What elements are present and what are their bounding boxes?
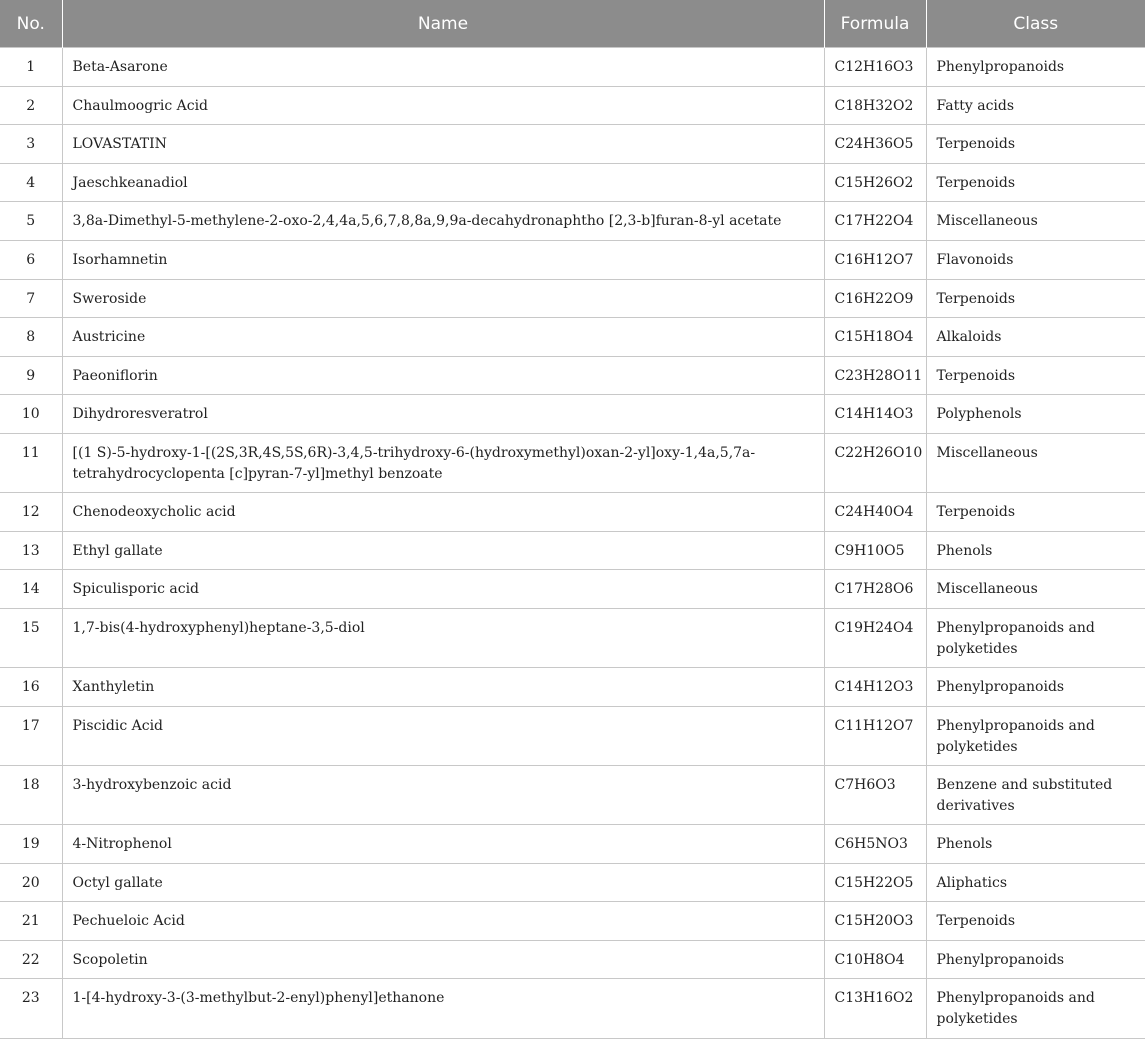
class-cell: Miscellaneous xyxy=(926,570,1145,609)
table-row xyxy=(0,48,1145,87)
class-cell: Fatty acids xyxy=(926,86,1145,125)
formula-cell: C11H12O7 xyxy=(824,706,926,765)
formula-cell: C17H28O6 xyxy=(824,570,926,609)
name-cell: Chenodeoxycholic acid xyxy=(62,493,824,532)
name-cell: Piscidic Acid xyxy=(62,706,824,765)
table-row xyxy=(0,863,1145,902)
formula-cell: C23H28O11 xyxy=(824,356,926,395)
no-cell: 22 xyxy=(0,940,62,979)
no-cell: 8 xyxy=(0,318,62,357)
no-cell: 11 xyxy=(0,433,62,492)
no-cell: 10 xyxy=(0,395,62,434)
name-cell: 4-Nitrophenol xyxy=(62,825,824,864)
table-row xyxy=(0,163,1145,202)
table-row xyxy=(0,706,1145,765)
formula-cell: C7H6O3 xyxy=(824,765,926,824)
no-cell: 2 xyxy=(0,86,62,125)
table-row xyxy=(0,493,1145,532)
table-row xyxy=(0,902,1145,941)
name-cell: Chaulmoogric Acid xyxy=(62,86,824,125)
formula-cell: C16H12O7 xyxy=(824,240,926,279)
table-row xyxy=(0,240,1145,279)
table-row xyxy=(0,765,1145,824)
name-cell: Octyl gallate xyxy=(62,863,824,902)
formula-cell: C9H10O5 xyxy=(824,531,926,570)
table-row xyxy=(0,570,1145,609)
header-name: Name xyxy=(62,0,824,48)
class-cell: Phenylpropanoids and polyketides xyxy=(926,706,1145,765)
name-cell: 3,8a-Dimethyl-5-methylene-2-oxo-2,4,4a,5,6,7,8,8a,9,9a-decahydronaphtho [2,3-b]furan-8-yl acetate xyxy=(62,202,824,241)
table-row xyxy=(0,318,1145,357)
name-cell: Sweroside xyxy=(62,279,824,318)
name-cell: Pechueloic Acid xyxy=(62,902,824,941)
no-cell: 21 xyxy=(0,902,62,941)
formula-cell: C12H16O3 xyxy=(824,48,926,87)
name-cell: Spiculisporic acid xyxy=(62,570,824,609)
class-cell: Terpenoids xyxy=(926,163,1145,202)
class-cell: Phenylpropanoids xyxy=(926,48,1145,87)
class-cell: Phenols xyxy=(926,531,1145,570)
no-cell: 19 xyxy=(0,825,62,864)
class-cell: Phenylpropanoids and polyketides xyxy=(926,608,1145,667)
class-cell: Miscellaneous xyxy=(926,202,1145,241)
formula-cell: C6H5NO3 xyxy=(824,825,926,864)
name-cell: Dihydroresveratrol xyxy=(62,395,824,434)
no-cell: 17 xyxy=(0,706,62,765)
table-row xyxy=(0,395,1145,434)
class-cell: Phenylpropanoids xyxy=(926,940,1145,979)
formula-cell: C15H20O3 xyxy=(824,902,926,941)
table-row xyxy=(0,202,1145,241)
formula-cell: C24H36O5 xyxy=(824,125,926,164)
no-cell: 9 xyxy=(0,356,62,395)
name-cell: Paeoniflorin xyxy=(62,356,824,395)
formula-cell: C16H22O9 xyxy=(824,279,926,318)
name-cell: Ethyl gallate xyxy=(62,531,824,570)
name-cell: Xanthyletin xyxy=(62,668,824,707)
name-cell: 1,7-bis(4-hydroxyphenyl)heptane-3,5-diol xyxy=(62,608,824,667)
no-cell: 4 xyxy=(0,163,62,202)
table-row xyxy=(0,279,1145,318)
class-cell: Alkaloids xyxy=(926,318,1145,357)
class-cell: Phenols xyxy=(926,825,1145,864)
table-row xyxy=(0,356,1145,395)
table-row xyxy=(0,940,1145,979)
formula-cell: C15H18O4 xyxy=(824,318,926,357)
formula-cell: C14H14O3 xyxy=(824,395,926,434)
table-row xyxy=(0,531,1145,570)
no-cell: 7 xyxy=(0,279,62,318)
name-cell: 1-[4-hydroxy-3-(3-methylbut-2-enyl)phenyl]ethanone xyxy=(62,979,824,1038)
class-cell: Miscellaneous xyxy=(926,433,1145,492)
no-cell: 18 xyxy=(0,765,62,824)
formula-cell: C15H26O2 xyxy=(824,163,926,202)
class-cell: Terpenoids xyxy=(926,279,1145,318)
table-row xyxy=(0,825,1145,864)
table-body xyxy=(0,48,1145,1039)
no-cell: 15 xyxy=(0,608,62,667)
class-cell: Terpenoids xyxy=(926,493,1145,532)
no-cell: 5 xyxy=(0,202,62,241)
no-cell: 16 xyxy=(0,668,62,707)
class-cell: Terpenoids xyxy=(926,356,1145,395)
name-cell: 3-hydroxybenzoic acid xyxy=(62,765,824,824)
name-cell: Beta-Asarone xyxy=(62,48,824,87)
no-cell: 6 xyxy=(0,240,62,279)
no-cell: 1 xyxy=(0,48,62,87)
table-row xyxy=(0,433,1145,492)
formula-cell: C19H24O4 xyxy=(824,608,926,667)
class-cell: Flavonoids xyxy=(926,240,1145,279)
class-cell: Polyphenols xyxy=(926,395,1145,434)
table-row xyxy=(0,125,1145,164)
class-cell: Terpenoids xyxy=(926,125,1145,164)
no-cell: 14 xyxy=(0,570,62,609)
formula-cell: C18H32O2 xyxy=(824,86,926,125)
name-cell: Austricine xyxy=(62,318,824,357)
header-formula: Formula xyxy=(824,0,926,48)
table-row xyxy=(0,608,1145,667)
formula-cell: C17H22O4 xyxy=(824,202,926,241)
name-cell: LOVASTATIN xyxy=(62,125,824,164)
no-cell: 23 xyxy=(0,979,62,1038)
no-cell: 20 xyxy=(0,863,62,902)
header-no: No. xyxy=(0,0,62,48)
formula-cell: C15H22O5 xyxy=(824,863,926,902)
no-cell: 12 xyxy=(0,493,62,532)
name-cell: [(1 S)-5-hydroxy-1-[(2S,3R,4S,5S,6R)-3,4,5-trihydroxy-6-(hydroxymethyl)oxan-2-yl]oxy-1,4a,5,7a-tetrahydrocyclopenta [c]pyran-7-yl]methyl benzoate xyxy=(62,433,824,492)
header-row xyxy=(0,0,1145,48)
class-cell: Aliphatics xyxy=(926,863,1145,902)
class-cell: Benzene and substituted derivatives xyxy=(926,765,1145,824)
no-cell: 13 xyxy=(0,531,62,570)
name-cell: Jaeschkeanadiol xyxy=(62,163,824,202)
name-cell: Isorhamnetin xyxy=(62,240,824,279)
name-cell: Scopoletin xyxy=(62,940,824,979)
class-cell: Terpenoids xyxy=(926,902,1145,941)
formula-cell: C14H12O3 xyxy=(824,668,926,707)
formula-cell: C10H8O4 xyxy=(824,940,926,979)
class-cell: Phenylpropanoids and polyketides xyxy=(926,979,1145,1038)
no-cell: 3 xyxy=(0,125,62,164)
header-class: Class xyxy=(926,0,1145,48)
class-cell: Phenylpropanoids xyxy=(926,668,1145,707)
formula-cell: C24H40O4 xyxy=(824,493,926,532)
table-row xyxy=(0,86,1145,125)
table-row xyxy=(0,979,1145,1038)
table-row xyxy=(0,668,1145,707)
formula-cell: C22H26O10 xyxy=(824,433,926,492)
formula-cell: C13H16O2 xyxy=(824,979,926,1038)
